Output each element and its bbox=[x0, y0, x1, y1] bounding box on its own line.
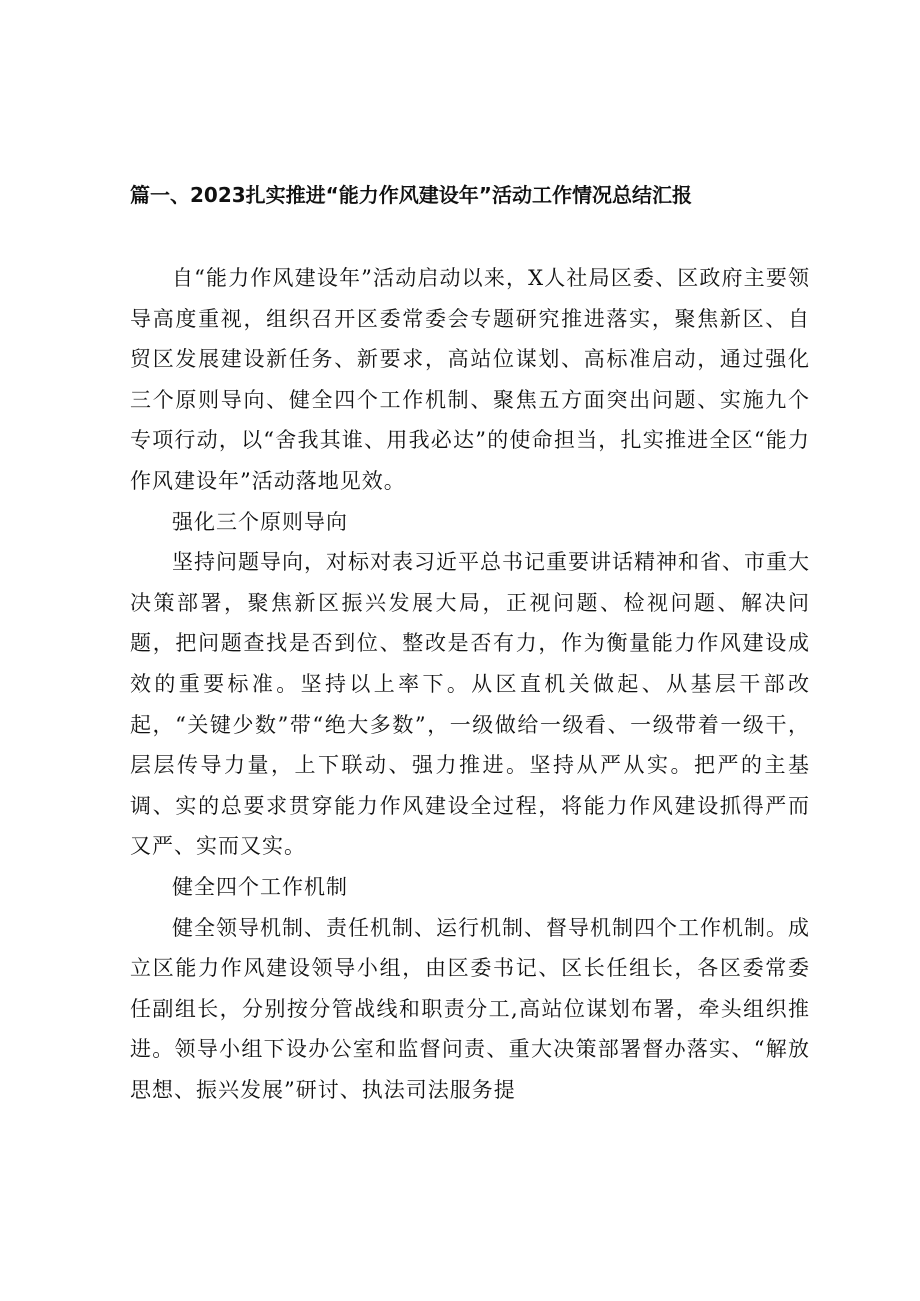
intro-paragraph: 自“能力作风建设年”活动启动以来，X人社局区委、区政府主要领导高度重视，组织召开区委常委会专题研究推进落实，聚焦新区、自贸区发展建设新任务、新要求，高站位谋划、高标准启动，通过强化三个原则导向、健全四个工作机制、聚焦五方面突出问题、实施九个专项行动，以“舍我其谁、用我必达”的使命担当，扎实推进全区“能力作风建设年”活动落地见效。 bbox=[130, 266, 810, 493]
section-heading-principles: 强化三个原则导向 bbox=[172, 509, 348, 534]
section-heading-mechanisms: 健全四个工作机制 bbox=[172, 874, 348, 899]
document-body bbox=[130, 258, 810, 1110]
document-title: 篇一、2023扎实推进“能力作风建设年”活动工作情况总结汇报 bbox=[130, 183, 692, 207]
principles-paragraph: 坚持问题导向，对标对表习近平总书记重要讲话精神和省、市重大决策部署，聚焦新区振兴发展大局，正视问题、检视问题、解决问题，把问题查找是否到位、整改是否有力，作为衡量能力作风建设成效的重要标准。坚持以上率下。从区直机关做起、从基层干部改起，“关键少数”带“绝大多数”，一级做给一级看、一级带着一级干，层层传导力量，上下联动、强力推进。坚持从严从实。把严的主基调、实的总要求贯穿能力作风建设全过程，将能力作风建设抓得严而又严、实而又实。 bbox=[130, 550, 810, 859]
mechanisms-paragraph: 健全领导机制、责任机制、运行机制、督导机制四个工作机制。成立区能力作风建设领导小组，由区委书记、区长任组长，各区委常委任副组长，分别按分管战线和职责分工,高站位谋划布署，牵头组织推进。领导小组下设办公室和监督问责、重大决策部署督办落实、“解放思想、振兴发展”研讨、执法司法服务提 bbox=[130, 915, 810, 1102]
